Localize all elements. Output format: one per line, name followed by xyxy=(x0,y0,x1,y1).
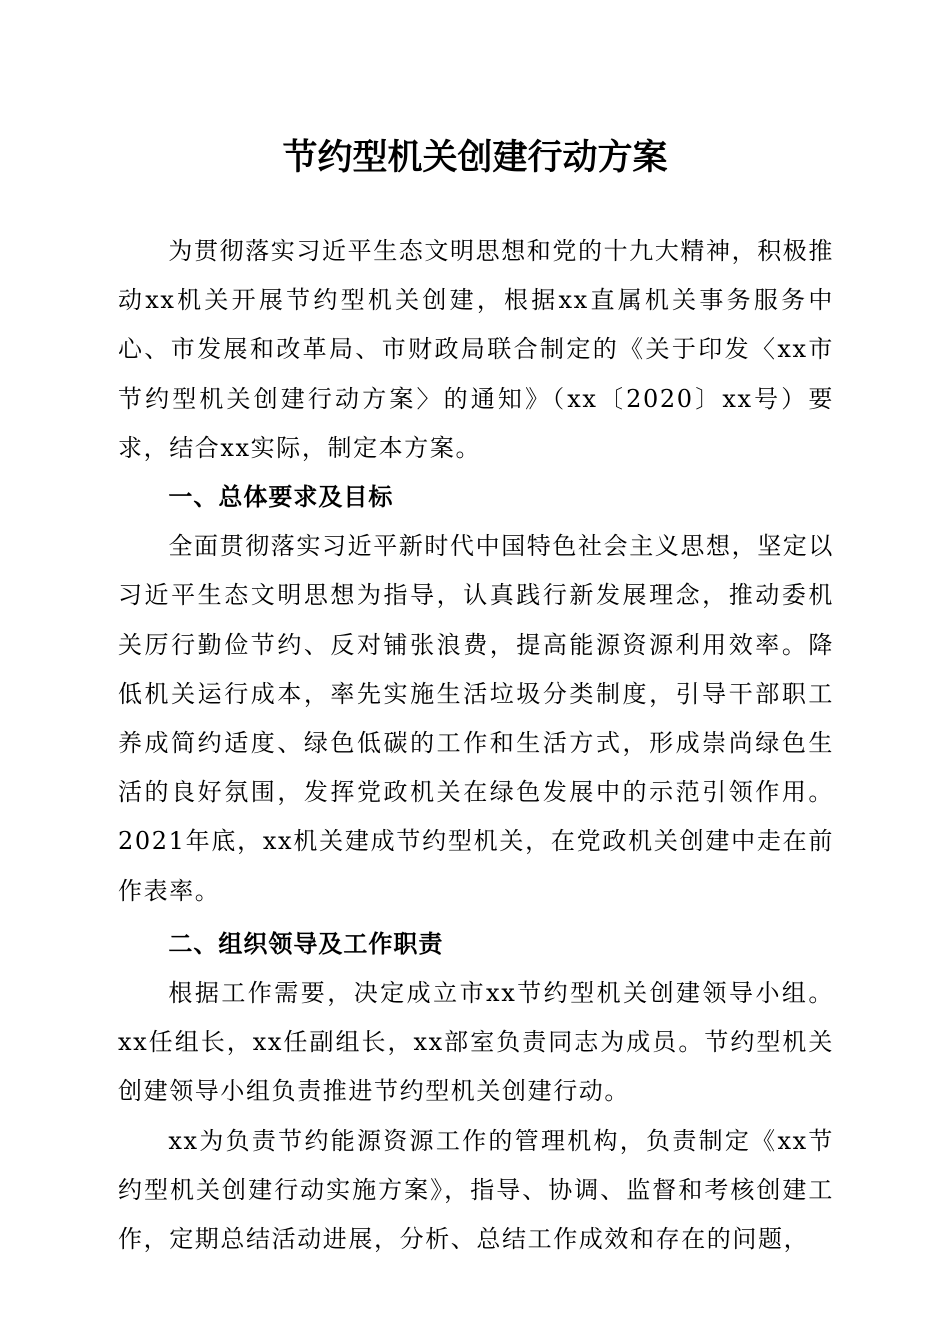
section-2-heading: 二、组织领导及工作职责 xyxy=(168,929,444,958)
section-1-paragraph: 全面贯彻落实习近平新时代中国特色社会主义思想，坚定以习近平生态文明思想为指导，认真践行新发展理念，推动委机关厉行勤俭节约、反对铺张浪费，提高能源资源利用效率。降低机关运行成本，率先实施生活垃圾分类制度，引导干部职工养成简约适度、绿色低碳的工作和生活方式，形成崇尚绿色生活的良好氛围，发挥党政机关在绿色发展中的示范引领作用。2021年底，xx机关建成节约型机关，在党政机关创建中走在前作表率。 xyxy=(118,532,834,905)
document-title: 节约型机关创建行动方案 xyxy=(282,137,668,178)
section-2-paragraph-1: 根据工作需要，决定成立市xx节约型机关创建领导小组。xx任组长，xx任副组长，xx部室负责同志为成员。节约型机关创建领导小组负责推进节约型机关创建行动。 xyxy=(118,979,834,1106)
section-2-paragraph-2: xx为负责节约能源资源工作的管理机构，负责制定《xx节约型机关创建行动实施方案》，指导、协调、监督和考核创建工作，定期总结活动进展，分析、总结工作成效和存在的问题， xyxy=(118,1126,834,1254)
intro-paragraph: 为贯彻落实习近平生态文明思想和党的十九大精神，积极推动xx机关开展节约型机关创建，根据xx直属机关事务服务中心、市发展和改革局、市财政局联合制定的《关于印发〈xx市节约型机关创建行动方案〉的通知》（xx〔2020〕xx号）要求，结合xx实际，制定本方案。 xyxy=(118,237,834,462)
section-1-heading: 一、总体要求及目标 xyxy=(168,483,394,512)
document-body xyxy=(118,227,834,1264)
